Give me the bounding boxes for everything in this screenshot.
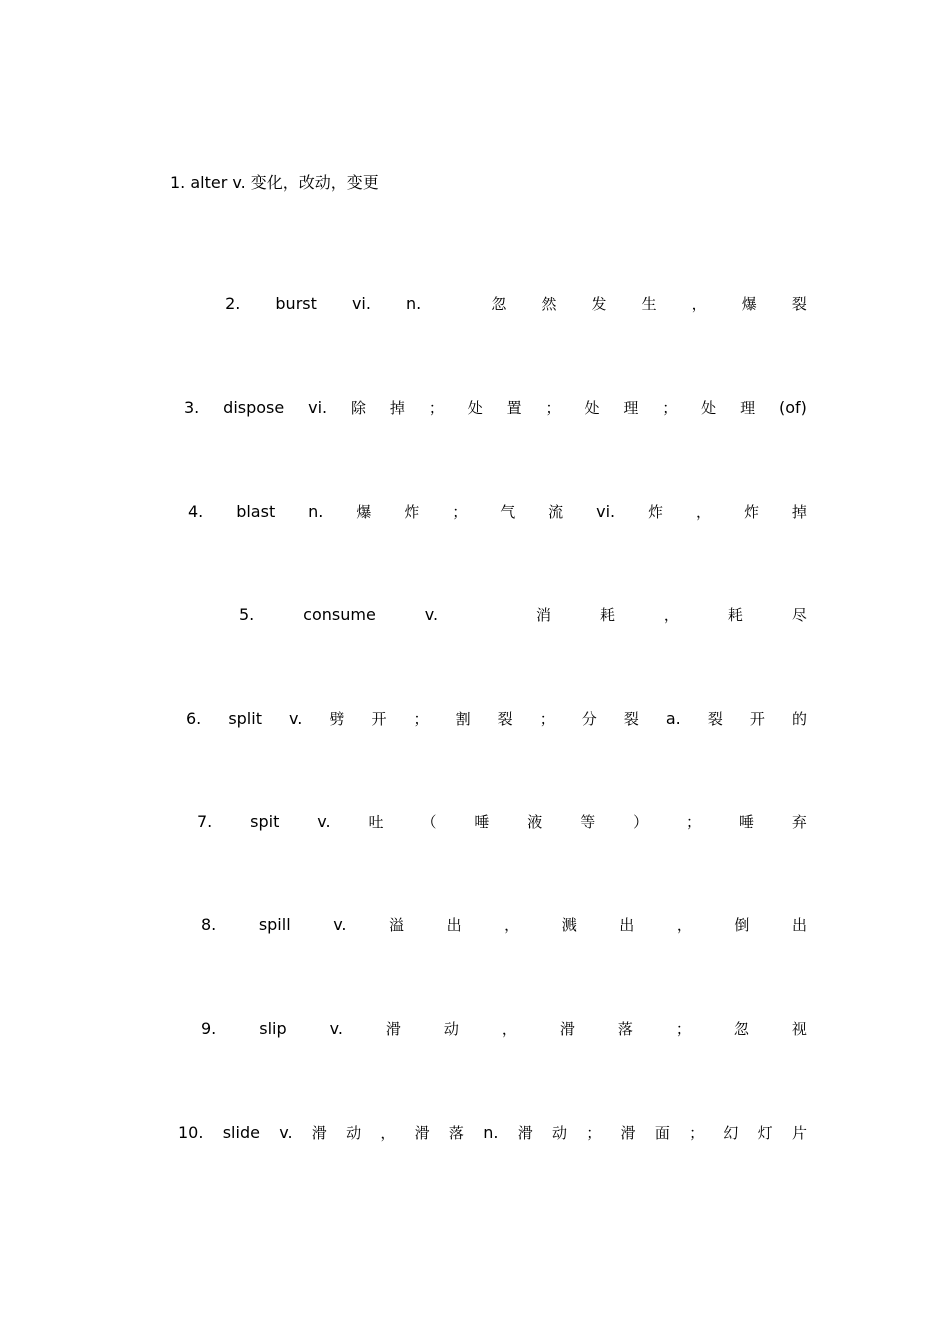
entry-token: 吐 xyxy=(368,812,384,831)
entry-token: v. xyxy=(329,1018,343,1038)
entry-token: 理 xyxy=(740,398,756,417)
entry-token: 出 xyxy=(791,915,807,934)
entry-token: 落 xyxy=(448,1123,464,1142)
entry-token: 处 xyxy=(584,398,600,417)
entry-token: 置 xyxy=(506,398,522,417)
entry-token: ） xyxy=(633,812,649,831)
entry-token: burst xyxy=(275,293,317,313)
entry-token: 滑 xyxy=(517,1123,533,1142)
entry-token: 4. xyxy=(188,501,204,521)
entry-token: ； xyxy=(675,1019,691,1038)
entry-token: 裂 xyxy=(623,709,639,728)
entry-token: vi. xyxy=(308,397,328,417)
vocab-entry-4 xyxy=(188,500,807,522)
entry-token: 10. xyxy=(178,1122,204,1142)
vocab-entry-7 xyxy=(197,810,807,832)
entry-token: spill xyxy=(258,914,291,934)
entry-token: v. xyxy=(424,604,439,624)
entry-token: n. xyxy=(308,501,324,521)
entry-token: 2. xyxy=(225,293,241,313)
entry-token: a. xyxy=(665,708,681,728)
entry-token: ； xyxy=(686,812,702,831)
entry-token: 消 xyxy=(535,605,551,624)
entry-token: 除 xyxy=(351,398,367,417)
entry-token: 耗 xyxy=(599,605,615,624)
entry-token: ； xyxy=(539,709,555,728)
entry-token: 唾 xyxy=(738,812,754,831)
entry-token: ； xyxy=(428,398,444,417)
entry-token: split xyxy=(228,708,262,728)
entry-token: v. xyxy=(289,708,303,728)
entry-token: 尽 xyxy=(791,605,807,624)
entry-token: 动 xyxy=(443,1019,459,1038)
entry-token: 7. xyxy=(197,811,213,831)
entry-token: 炸 xyxy=(404,502,420,521)
vocab-entry-6 xyxy=(186,707,807,729)
entry-token: n. xyxy=(406,293,422,313)
entry-token: ， xyxy=(691,294,707,313)
vocab-entry-5 xyxy=(190,603,807,625)
entry-token: 裂 xyxy=(707,709,723,728)
entry-token: ； xyxy=(452,502,468,521)
entry-token: 处 xyxy=(467,398,483,417)
entry-token: slide xyxy=(222,1122,260,1142)
entry-token: ， xyxy=(380,1123,396,1142)
entry-token: 理 xyxy=(623,398,639,417)
entry-token: 动 xyxy=(551,1123,567,1142)
entry-token: 视 xyxy=(791,1019,807,1038)
entry-token: 滑 xyxy=(559,1019,575,1038)
entry-token: ； xyxy=(545,398,561,417)
entry-token: spit xyxy=(250,811,280,831)
entry-token: 3. xyxy=(184,397,200,417)
entry-token: 分 xyxy=(581,709,597,728)
entry-token: vi. xyxy=(596,501,616,521)
entry-token: ， xyxy=(504,915,520,934)
entry-token: 等 xyxy=(580,812,596,831)
entry-token: （ xyxy=(421,812,437,831)
entry-token: v. xyxy=(333,914,347,934)
entry-token: 炸 xyxy=(743,502,759,521)
entry-token: dispose xyxy=(223,397,285,417)
entry-token: 滑 xyxy=(414,1123,430,1142)
entry-token: blast xyxy=(236,501,276,521)
entry-token: 滑 xyxy=(385,1019,401,1038)
entry-token: 耗 xyxy=(727,605,743,624)
entry-token: 灯 xyxy=(757,1123,773,1142)
entry-token: 开 xyxy=(371,709,387,728)
vocab-entry-9 xyxy=(201,1017,807,1039)
entry-token: ， xyxy=(676,915,692,934)
vocab-entry-3 xyxy=(184,396,807,418)
entry-token: 裂 xyxy=(791,294,807,313)
vocab-entry-8 xyxy=(201,913,807,935)
entry-token: 倒 xyxy=(734,915,750,934)
entry-token: ； xyxy=(586,1123,602,1142)
entry-token: 掉 xyxy=(389,398,405,417)
entry-token: 8. xyxy=(201,914,217,934)
entry-token: ， xyxy=(501,1019,517,1038)
entry-token: ； xyxy=(689,1123,705,1142)
entry-token: 然 xyxy=(541,294,557,313)
entry-token: v. xyxy=(317,811,331,831)
entry-token: n. xyxy=(483,1122,499,1142)
entry-token: 唾 xyxy=(474,812,490,831)
entry-token: 6. xyxy=(186,708,202,728)
entry-token: vi. xyxy=(351,293,371,313)
entry-token: 流 xyxy=(548,502,564,521)
entry-token: ； xyxy=(662,398,678,417)
entry-token: 出 xyxy=(619,915,635,934)
entry-token: 劈 xyxy=(329,709,345,728)
entry-token: 面 xyxy=(654,1123,670,1142)
entry-token: 9. xyxy=(201,1018,217,1038)
entry-token: 气 xyxy=(500,502,516,521)
entry-token: 的 xyxy=(791,709,807,728)
entry-token: 爆 xyxy=(741,294,757,313)
vocab-entry-10 xyxy=(178,1121,807,1143)
entry-token: slip xyxy=(259,1018,287,1038)
entry-token: 掉 xyxy=(791,502,807,521)
vocab-entry-1: 1. alter v. 变化，改动，变更 xyxy=(170,173,379,192)
entry-token: v. xyxy=(279,1122,293,1142)
entry-token: 爆 xyxy=(356,502,372,521)
entry-token: 处 xyxy=(701,398,717,417)
entry-token: 炸 xyxy=(648,502,664,521)
entry-token: 滑 xyxy=(311,1123,327,1142)
entry-token: 片 xyxy=(791,1123,807,1142)
entry-token: 滑 xyxy=(620,1123,636,1142)
entry-token: 弃 xyxy=(791,812,807,831)
entry-token: ； xyxy=(413,709,429,728)
entry-token: 落 xyxy=(617,1019,633,1038)
entry-token: 5. xyxy=(238,604,255,624)
entry-token: 溢 xyxy=(389,915,405,934)
entry-token: 忽 xyxy=(733,1019,749,1038)
entry-token: 忽 xyxy=(491,294,507,313)
entry-token: 裂 xyxy=(497,709,513,728)
entry-token: ， xyxy=(695,502,711,521)
entry-token: ， xyxy=(663,605,679,624)
entry-token: 溅 xyxy=(561,915,577,934)
entry-token: 动 xyxy=(346,1123,362,1142)
entry-token: 割 xyxy=(455,709,471,728)
vocab-entry-2 xyxy=(190,292,807,314)
entry-token: 开 xyxy=(749,709,765,728)
entry-token: 发 xyxy=(591,294,607,313)
entry-token: 液 xyxy=(527,812,543,831)
entry-token: 出 xyxy=(446,915,462,934)
entry-token: (of) xyxy=(778,397,807,417)
entry-token: 幻 xyxy=(723,1123,739,1142)
entry-token: 生 xyxy=(641,294,657,313)
entry-token: consume xyxy=(303,604,376,624)
